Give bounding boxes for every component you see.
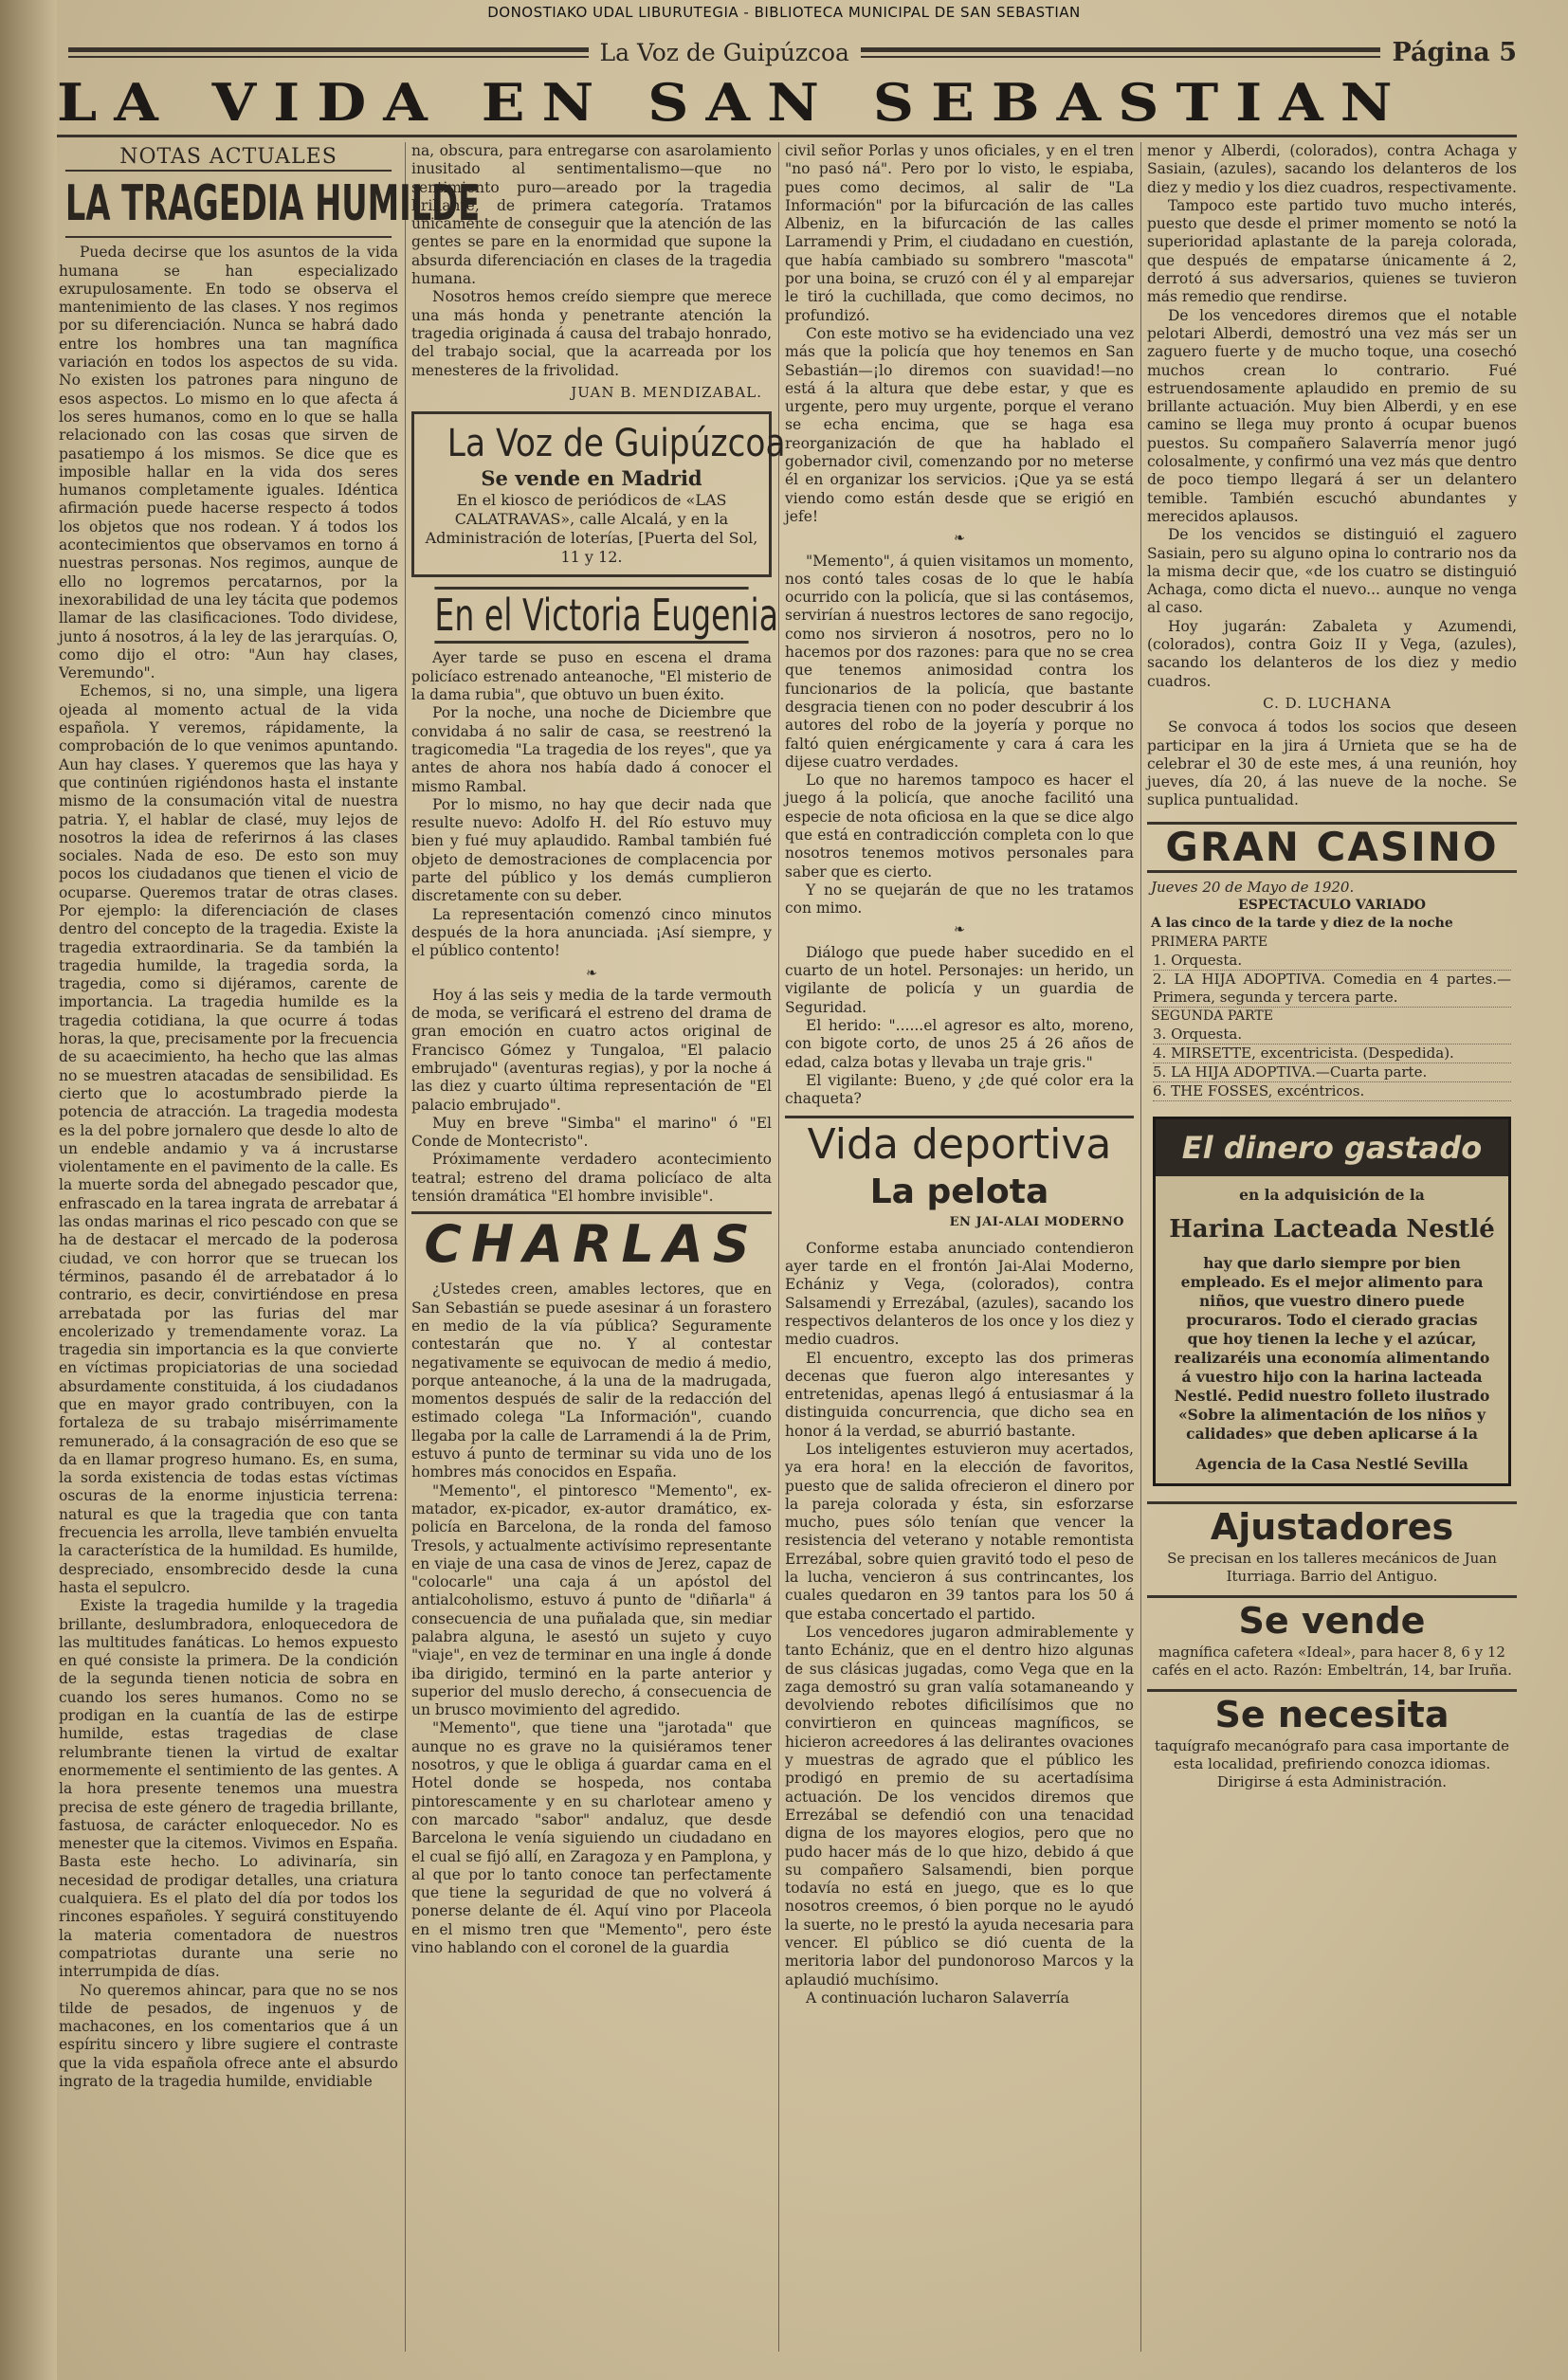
ornament: ❧ [954, 922, 965, 938]
theater-headline: En el Victoria Eugenia [434, 587, 748, 644]
charlas-paragraph: El vigilante: Bueno, y ¿de qué color era la chaqueta? [785, 1071, 1134, 1108]
column-2 [411, 142, 786, 2352]
ad-brand: Harina Lacteada Nestlé [1169, 1215, 1495, 1245]
article-paragraph: na, obscura, para entregarse con asarolamiento inusitado al sentimentalismo—que no sentimiento puro—areado por la tragedia brillante, de primera categoría. Tratamos únicamente de conseguir que la atención de las gentes se pare en la enormidad que supone la absurda diferenciación en clases de la tragedia humana. [411, 142, 772, 288]
page-number: Página 5 [1392, 37, 1517, 67]
column-4 [1147, 142, 1517, 2352]
club-signature: C. D. LUCHANA [1263, 694, 1392, 712]
column-rule [405, 142, 406, 2352]
se-necesita-headline: Se necesita [1147, 1689, 1517, 1737]
charlas-paragraph: Diálogo que puede haber sucedido en el cuarto de un hotel. Personajes: un herido, un vigilante de policía y un guardia de Seguridad. [785, 943, 1134, 1016]
sport-paragraph: Hoy jugarán: Zabaleta y Azumendi, (colorados), contra Goiz II y Vega, (azules), sacando los delanteros de los diez y medio cuadros. [1147, 617, 1517, 690]
charlas-headline: CHARLAS [411, 1211, 772, 1275]
masthead-rule-left [68, 47, 589, 58]
article-paragraph: Pueda decirse que los asuntos de la vida humana se han especializado exrupulosamente. En todo se observa el mantenimiento de las clases. Y nos regimos por su diferenciación. Nunca se habrá dado entre los hombres una tan magnífica variación en todos los aspectos de su vida. No existen los patrones para ninguno de esos aspectos. Lo mismo en lo que afecta á los seres humanos, como en lo que se halla relacionado con las cosas que sirven de pasatiempo á los mismos. Se dice que es imposible hallar en la vida dos seres humanos completamente iguales. Idéntica afirmación puede hacerse respecto á todos los objetos que nos rodean. Y á todos los acontecimientos que observamos en torno á nuestras personas. Nos regimos, aunque de ello no logremos percatarnos, por la inexorabilidad de una ley tácita que podemos llamar de las clasificaciones. Todo dividese, junto á nosotros, á la ley de las jerarquías. O, como dijo el otro: "Aun hay clases, Veremundo". [59, 244, 398, 682]
program-item: 4. MIRSETTE, excentricista. (Despedida). [1153, 1045, 1511, 1063]
ajustadores-headline: Ajustadores [1147, 1501, 1517, 1550]
se-necesita-text: taquígrafo mecanógrafo para casa importante de esta localidad, prefiriendo conozca idiomas. Dirigirse á esta Administración. [1154, 1737, 1510, 1791]
sale-notice-box [411, 411, 786, 577]
program-item: 3. Orquesta. [1153, 1026, 1511, 1045]
casino-program-1 [1153, 952, 1511, 1008]
casino-program-2 [1153, 1026, 1511, 1101]
program-item: 6. THE FOSSES, excéntricos. [1153, 1082, 1511, 1101]
se-vende-text: magnífica cafetera «Ideal», para hacer 8, 6 y 12 cafés en el acto. Razón: Embeltrán, 14, bar Iruña. [1152, 1644, 1512, 1680]
ornament: ❧ [954, 531, 965, 547]
ajustadores-text: Se precisan en los talleres mecánicos de Juan Iturriaga. Barrio del Antiguo. [1167, 1550, 1497, 1586]
charlas-paragraph: Con este motivo se ha evidenciado una vez más que la policía que hoy tenemos en San Sebastián—¡lo diremos con suavidad!—no está á la altura que debe estar, y que es urgente, pero muy urgente, porque el verano se echa encima, que se haga esa reorganización de que ha hablado el gobernador civil, comenzando por no meterse él en organizar los servicios. ¡Que ya se está viendo como están desde que se erigió en jefe! [785, 324, 1134, 525]
charlas-paragraph: El herido: "......el agresor es alto, moreno, con bigote corto, de unos 25 á 26 años de edad, calza botas y llevaba un traje gris." [785, 1016, 1134, 1071]
box-title: La Voz de Guipúzcoa [447, 422, 786, 466]
charlas-paragraph: Y no se quejarán de que no les tratamos con mimo. [785, 881, 1134, 917]
article-kicker: NOTAS ACTUALES [119, 145, 337, 169]
article-headline: LA TRAGEDIA HUMILDE [65, 170, 392, 238]
sport-paragraph: Conforme estaba anunciado contendieron ayer tarde en el frontón Jai-Alai Moderno, Echániz y Vega, (colorados), contra Salsamendi y Errezábal, (azules), sacando los respectivos delanteros de los once y los diez y medio cuadros. [785, 1239, 1134, 1349]
casino-date: Jueves 20 de Mayo de 1920. [1151, 878, 1355, 896]
casino-headline: GRAN CASINO [1147, 822, 1517, 873]
casino-part-2: SEGUNDA PARTE [1151, 1008, 1273, 1024]
box-subtitle: Se vende en Madrid [481, 466, 702, 491]
club-notice: Se convoca á todos los socios que deseen participar en la jira á Urnieta que se ha de celebrar el 30 de este mes, á una reunión, hoy jueves, día 20, á las nueve de la noche. Se suplica puntualidad. [1147, 718, 1517, 809]
sport-paragraph: A continuación lucharon Salaverría [806, 1989, 1069, 2007]
program-item: 2. LA HIJA ADOPTIVA. Comedia en 4 partes.—Primera, segunda y tercera parte. [1153, 970, 1511, 1006]
sport-paragraph: Los inteligentes estuvieron muy acertados, ya era hora! en la elección de favoritos, puesto que de salida ofrecieron el dinero por la pareja colorada y ésta, sin esforzarse mucho, pues sólo tenían que vencer la resistencia del veterano y notable remontista Errezábal, sobre quien gravitó todo el peso de la lucha, vencieron á sus contrincantes, los cuales quedaron en 39 tantos para los 50 á que estaba concertado el partido. [785, 1441, 1134, 1623]
article-paragraph: Nosotros hemos creído siempre que merece una más honda y penetrante atención la tragedia originada á causa del trabajo honrado, del trabajo social, que la acarreada por los menesteres de la frivolidad. [411, 288, 772, 379]
ad-text: hay que darlo siempre por bien empleado. Es el mejor alimento para niños, que vuestro dinero puede procuraros. Todo el cierado gracias que hoy tienen la leche y el azúcar, realizaréis una economía alimentando á vuestro hijo con la harina lacteada Nestlé. Pedid nuestro folleto ilustrado «Sobre la alimentación de los niños y calidades» que deben aplicarse á la [1174, 1254, 1490, 1444]
theater-paragraph: La representación comenzó cinco minutos después de la hora anunciada. ¡Así siempre, y el público contento! [411, 905, 772, 960]
charlas-paragraph: Lo que no haremos tampoco es hacer el juego á la policía, que anoche facilitó una especie de nota oficiosa en la que se dice algo que está en contradicción completa con lo que nosotros tenemos motivos personales para saber que es cierto. [785, 772, 1134, 881]
column-3 [785, 142, 1134, 2352]
article-signature: JUAN B. MENDIZABAL. [571, 383, 762, 401]
program-item: 1. Orquesta. [1153, 952, 1511, 971]
column-1 [59, 142, 481, 2352]
masthead-title: La Voz de Guipúzcoa [599, 38, 849, 66]
sport-section-headline: Vida deportiva [785, 1116, 1134, 1172]
theater-paragraph: Hoy á las seis y media de la tarde vermouth de moda, se verificará el estreno del drama de gran emoción en cuatro actos original de Francisco Gómez y Tungaloa, "El palacio embrujado" (aventuras regias), y por la noche á las diez y cuarto última representación de "El palacio embrujado". [411, 986, 772, 1114]
column-rule [778, 142, 779, 2352]
charlas-paragraph: civil señor Porlas y unos oficiales, y en el tren "no pasó ná". Pero por lo visto, le espiaba, pues como decimos, al salir de "La Información" por la bifurcación de las calles Albeniz, en la bifurcación de las calles Larramendi y Prim, el ciudadano en cuestión, que había cambiado su sombrero "mascota" por una boina, se cruzó con él y al emparejar le tiró la cuchillada, que como decimos, no profundizó. [785, 142, 1134, 324]
library-header: DONOSTIAKO UDAL LIBURUTEGIA - BIBLIOTECA MUNICIPAL DE SAN SEBASTIAN [487, 4, 1081, 21]
program-item: 5. LA HIJA ADOPTIVA.—Cuarta parte. [1153, 1063, 1511, 1082]
ad-intro: en la adquisición de la [1239, 1186, 1425, 1205]
masthead-rule-right [861, 47, 1381, 58]
theater-paragraph: Muy en breve "Simba" el marino" ó "El Conde de Montecristo". [411, 1114, 772, 1151]
ornament: ❧ [586, 965, 597, 981]
column-rule [1140, 142, 1141, 2352]
charlas-paragraph: ¿Ustedes creen, amables lectores, que en San Sebastián se puede asesinar á un forastero en medio de la vía pública? Seguramente contestarán que no. Y al contestar negativamente se equivocan de medio á medio, porque anteanoche, á la una de la madrugada, momentos después de salir de la redacción del estimado colega "La Información", cuando llegaba por la calle de Larramendi á la de Prim, estuvo á punto de terminar su vida uno de los hombres más conocidos en España. [411, 1281, 772, 1481]
theater-paragraph: Por la noche, una noche de Diciembre que convidaba á no salir de casa, se reestrenó la tragicomedia "La tragedia de los reyes", que ya antes de ahora nos había dado á conocer el mismo Rambal. [411, 704, 772, 795]
nestle-advertisement [1153, 1117, 1511, 1486]
charlas-paragraph: "Memento", que tiene una "jarotada" que aunque no es grave no la quisiéramos tener nosotros, y que le obliga á guardar cama en el Hotel donde se hospeda, nos contaba pintorescamente y en su charlotear ameno y con marcado "sabor" andaluz, que desde Barcelona le venía siguiendo un ciudadano en el cual se fijó allí, en Zaragoza y en Pamplona, y al que por lo tanto conoce tan perfectamente que tiene la seguridad de que no volverá á ponerse delante de él. Aquí vino por Placeola en el mismo tren que "Memento", pero éste vino hablando con el coronel de la guardia [411, 1719, 772, 1957]
charlas-paragraph: "Memento", el pintoresco "Memento", ex-matador, ex-picador, ex-autor dramático, ex-policía en Barcelona, de la ronda del famoso Tresols, y actualmente activísimo representante en viaje de una casa de vinos de Jerez, capaz de "colocarle" una caja á un apóstol del antialcoholismo, estuvo á punto de "diñarla" á consecuencia de una puñalada que, sin mediar palabra alguna, le asestó un sujeto y cuyo "viaje", en vez de terminar en una ingle á donde iba dirigido, terminó en la parte anterior y superior del muslo derecho, á consecuencia de un brusco movimiento del agredido. [411, 1481, 772, 1719]
article-paragraph: No queremos ahincar, para que no se nos tilde de pesados, de ingenuos y de machacones, en los comentarios que á un espíritu sincero y libre sugiere el contraste que la vida española ofrece ante el absurdo ingrato de la tragedia humilde, envidiable [59, 1981, 398, 2090]
sport-paragraph: De los vencedores diremos que el notable pelotari Alberdi, demostró una vez más ser un zaguero fuerte y de mucho toque, una cosechó muchos crean lo contrario. Fué estruendosamente aplaudido en premio de su brillante actuación. Muy bien Alberdi, y en ese camino se llega muy pronto á ocupar buenos puestos. Su compañero Salaverría menor jugó colosalmente, y confirmó una vez más que dentro de poco tiempo llegará á ser un delantero temible. También escuchó abundantes y merecidos aplausos. [1147, 306, 1517, 525]
theater-paragraph: Por lo mismo, no hay que decir nada que resulte nuevo: Adolfo H. del Río estuvo muy bien y fué muy aplaudido. Rambal también fué objeto de demostraciones de complacencia por parte del público y los demás cumplieron discretamente con su deber. [411, 795, 772, 905]
article-paragraph: Existe la tragedia humilde y la tragedia brillante, deslumbradora, enloquecedora de las multitudes fanáticas. Lo hemos expuesto en qué consiste la primera. De la condición de la segunda tienen noticia de sobra en cuando los seres humanos. Como no se prodigan en la cuantía de las de estirpe humilde, estas tragedias de clase relumbrante tienen la virtud de exaltar enormemente el sentimiento de las gentes. A la hora presente tenemos una muestra precisa de este género de tragedia brillante, fastuosa, de carácter enloquecedor. No es menester que la citemos. Vivimos en España. Basta este hecho. Lo adivinaría, sin necesidad de prodigar detalles, una criatura cualquiera. Es el plato del día por todos los rincones españoles. Y seguirá constituyendo la materia comentadora de nuestros compatriotas durante una serie no interrumpida de días. [59, 1597, 398, 1981]
ad-agency: Agencia de la Casa Nestlé Sevilla [1195, 1455, 1468, 1474]
sport-paragraph: menor y Alberdi, (colorados), contra Achaga y Sasiain, (azules), sacando los delanteros de los diez y medio y los diez cuadros, respectivamente. [1147, 142, 1517, 196]
box-text: En el kiosco de periódicos de «LAS CALATRAVAS», calle Alcalá, y en la Administración de loterías, [Puerta del Sol, 11 y 12. [425, 491, 758, 567]
sport-paragraph: El encuentro, excepto las dos primeras decenas que fueron algo interesantes y entretenidas, apenas llegó á entusiasmar á la distinguida concurrencia, que dicho sea en honor á la verdad, se aburrió bastante. [785, 1349, 1134, 1440]
sport-paragraph: Los vencedores jugaron admirablemente y tanto Echániz, que en el dentro hizo algunas de sus clásicas jugadas, como Vega que en la zaga demostró su gran valía sotamaneando y devolviendo rebotes dificilísimos que no convirtieron en quinceas magníficos, se hicieron acreedores á las delirantes ovaciones y muestras de agrado que el público les prodigó en premio de su acertadísima actuación. De los vencidos diremos que Errezábal se defendió con una tenacidad digna de los mayores elogios, pero que no pudo hacer más de lo que hizo, debido á que su compañero Salsamendi, bien porque todavía no está en juego, que es lo que nosotros creemos, ó bien porque no le ayudó la suerte, no le prestó la ayuda necesaria para vencer. El público se dió cuenta de la meritoria labor del pundonoroso Marcos y la aplaudió muchísimo. [785, 1623, 1134, 1989]
casino-part-1: PRIMERA PARTE [1151, 934, 1268, 950]
article-paragraph: Echemos, si no, una simple, una ligera ojeada al momento actual de la vida española. Y veremos, rápidamente, la comprobación de lo que venimos apuntando. Aun hay clases. Y queremos que las haya y que continúen rigiéndonos hasta el instante mismo de la consumación vital de nuestra patria. Y, el hablar de clasé, muy lejos de nosotros la idea de referirnos á las clases sociales. Nada de eso. De esto son muy pocos los ciudadanos que tienen el vicio de ocuparse. Queremos tratar de otras clases. Por ejemplo: la diferenciación de clases dentro del concepto de la tragedia. Existe la tragedia extraordinaria. Se da también la tragedia humilde, la tragedia sorda, la tragedia, como si dijéramos, carente de importancia. La tragedia humilde es la tragedia cotidiana, la que ocurre á todas horas, la que, precisamente por la frecuencia de su acaecimiento, ha hecho que las almas no se muestren atacadas de sensibilidad. Es cierto que lo acostumbrado pierde la potencia de atracción. La tragedia modesta es la del pobre jornalero que desde lo alto de un endeble andamio y va á incrustarse violentamente en el pavimento de la calle. Es la muerte sorda del abnegado pescador que, enfrascado en la tarea ingrata de arrebatar á las ondas marinas el rico pescado con que se ha de destacar el mercado de la poderosa ciudad, ve con horror que se truecan los términos, pasando él de arrebatador á lo contrario, es decir, convirtiéndose en presa arrebatada por las furias del mar encolerizado y tremendamente voraz. La tragedia sin importancia es la que convierte en víctimas propiciatorias de una sociedad absurdamente constituida, á los ciudadanos que en mayor grado contribuyen, con la fortaleza de su trabajo misérrimamente remunerado, á la consagración de eso que se da en llamar progreso humano. Es, en suma, la sorda existencia de todas estas víctimas oscuras de la enorme injusticia terrena: natural es que la tragedia que con tanta frecuencia les arrolla, lleve también envuelta la característica de la humildad. Es humilde, despreciado, ensombrecido desde la cuna hasta el sepulcro. [59, 682, 398, 1596]
section-banner: LA VIDA EN SAN SEBASTIAN [57, 73, 1410, 134]
charlas-paragraph: "Memento", á quien visitamos un momento, nos contó tales cosas de lo que le había ocurrido con la policía, que si las contásemos, servirían á nuestros lectores de sano regocijo, como nos sirvieron á nosotros, pero no lo hacemos por dos razones: para que no se crea que tenemos animosidad contra los funcionarios de la policía, que bastante desgracia tienen con no poder descubrir á los autores del robo de la joyería y porque no faltó quien enérgicamente y cara á cara les dijese cuatro verdades. [785, 552, 1134, 771]
ad-title: El dinero gastado [1156, 1119, 1508, 1176]
banner-rule [57, 135, 1517, 137]
sport-paragraph: De los vencidos se distinguió el zaguero Sasiain, pero su alguno opina lo contrario nos da la misma decir que, «de los cuatro se distinguió Achaga, como dicta el nuevo... aunque no venga al caso. [1147, 526, 1517, 617]
casino-time: A las cinco de la tarde y diez de la noche [1151, 916, 1453, 932]
page-gutter-shadow [0, 0, 57, 2380]
theater-paragraph: Ayer tarde se puso en escena el drama policíaco estrenado anteanoche, "El misterio de la dama rubia", que obtuvo un buen éxito. [411, 649, 772, 704]
masthead [57, 36, 1517, 68]
pelota-subheadline: EN JAI-ALAI MODERNO [949, 1215, 1124, 1230]
theater-paragraph: Próximamente verdadero acontecimiento teatral; estreno del drama policíaco de alta tensión dramática "El hombre invisible". [411, 1151, 772, 1206]
sport-paragraph: Tampoco este partido tuvo mucho interés, puesto que desde el primer momento se notó la superioridad aplastante de la pareja colorada, que después de empatarse únicamente á 2, derrotó á sus adversarios, quienes se tuvieron más remedio que rendirse. [1147, 196, 1517, 306]
pelota-headline: La pelota [869, 1172, 1049, 1212]
casino-show: ESPECTACULO VARIADO [1238, 897, 1426, 913]
se-vende-headline: Se vende [1147, 1595, 1517, 1644]
